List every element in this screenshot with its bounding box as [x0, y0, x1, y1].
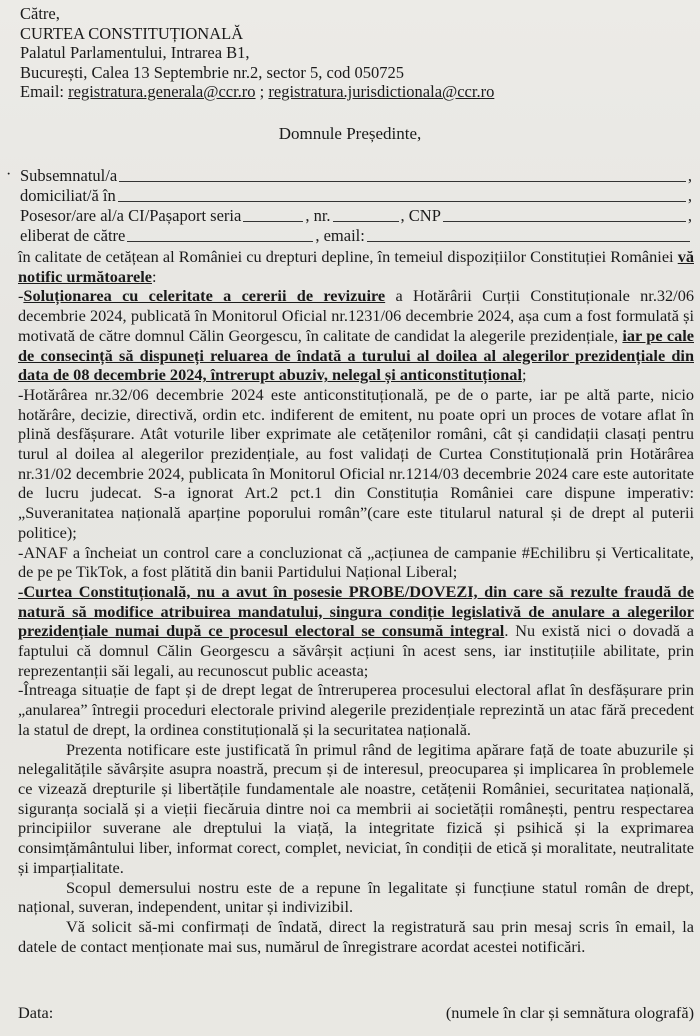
address-to: Către,: [20, 4, 60, 23]
row-domiciliat: [20, 186, 692, 206]
label-subsemnatul: Subsemnatul/a: [20, 166, 118, 185]
row-eliberat: [20, 226, 692, 246]
intro-paragraph: [18, 247, 694, 286]
comma: ,: [687, 206, 692, 225]
comma: ,: [687, 186, 692, 205]
paragraph-scop: Scopul demersului nostru este de a repune în legalitate și funcțiune statul român de drept, național, suveran, independent, unitar și indivizibil.: [18, 877, 694, 917]
paragraph-hotarare: -Hotărârea nr.32/06 decembrie 2024 este anticonstituțională, pe de o parte, iar pe altă parte, nicio hotărâre, decizie, directivă, ordin etc. indiferent de emitent, nu poate opri un proces de votare aflat în plină desfășurare. Atât voturile liber exprimate ale cetățenilor români, cât și candidații clasați pentru turul al doilea al alegerilor prezidențiale, au fost validați de Curtea Constituțională prin Hotărârea nr.31/02 decembrie 2024, publicata în Monitorul Oficial nr.1214/03 decembrie 2024 care este autoritate de lucru judecat. S-a ignorat Art.2 pct.1 din Constituția României care dispune imperativ: „Suveranitatea națională aparține poporului român”(care este titularul natural și de drept al puterii politice);: [18, 384, 694, 542]
personal-data-form: [20, 166, 692, 246]
paragraph-probe: [18, 582, 694, 681]
address-email-row: [20, 82, 494, 102]
margin-mark: ·: [6, 166, 12, 183]
comma: ,: [687, 166, 692, 185]
signature-footer: [18, 1003, 694, 1023]
label-posesor: Posesor/are al/a CI/Pașaport seria: [20, 206, 242, 225]
p1-bold-request: iar pe cale de consecință să dispuneți reluarea de îndată a turului al doilea al alegerilor prezidențiale din data de 08 decembrie 2024, întrerupt abuziv, nelegal și anticonstituțional: [18, 325, 694, 385]
signature-label: (numele în clar și semnătura olografă): [445, 1003, 694, 1022]
label-email: , email:: [315, 226, 365, 245]
address-line1: Palatul Parlamentului, Intrarea B1,: [20, 43, 250, 62]
dash: -: [18, 286, 24, 306]
p4-bold: -Curtea Constituțională, nu a avut în posesie PROBE/DOVEZI, din care să rezulte fraudă de natură să modifice atribuirea mandatului, singura condiție legislativă de anulare a alegerilor prezidențiale numai după ce procesul electoral se consumă integral: [18, 581, 694, 641]
label-eliberat: eliberat de către: [20, 226, 126, 245]
field-cnp[interactable]: [443, 220, 686, 222]
row-posesor: [20, 206, 692, 226]
email-link-generala[interactable]: registratura.generala@ccr.ro: [68, 82, 256, 101]
p1-end: ;: [521, 365, 527, 385]
p1-text: a Hotărârii Curții Constituționale nr.32/06 decembrie 2024, publicată în Monitorul Oficial nr.1231/06 decembrie 2024, așa cum a fost formulată și motivată de către domnul Călin Georgescu, în calitate de candidat la alegerile prezidențiale,: [18, 286, 694, 345]
recipient-address: [20, 4, 494, 102]
paragraph-anaf: -ANAF a încheiat un control care a concluzionat că „acțiunea de campanie #Echilibru și Verticalitate, de pe pe TikTok, a fost plătită din banii Partidului Național Liberal;: [18, 542, 694, 582]
address-line2: București, Calea 13 Septembrie nr.2, sector 5, cod 050725: [20, 62, 404, 82]
field-seria[interactable]: [243, 220, 303, 222]
paragraph-solicitare: Vă solicit să-mi confirmați de îndată, direct la registratură sau prin mesaj scris în email, la datele de contact menționate mai sus, numărul de înregistrare acordat acestei notificări.: [18, 916, 694, 956]
address-institution: CURTEA CONSTITUȚIONALĂ: [20, 23, 244, 43]
field-email[interactable]: [367, 240, 690, 242]
paragraph-revizuire: [18, 286, 694, 385]
email-separator: ;: [255, 82, 269, 101]
field-domiciliat[interactable]: [118, 200, 686, 202]
p1-bold-lead: Soluționarea cu celeritate a cererii de revizuire: [23, 286, 386, 306]
intro-bold: vă notific următoarele: [18, 247, 694, 286]
notification-body: [18, 247, 694, 956]
field-subsemnatul[interactable]: [119, 180, 686, 182]
email-link-jurisdictionala[interactable]: registratura.jurisdictionala@ccr.ro: [268, 82, 495, 101]
p4-text: . Nu există nici o dovadă a faptului că domnul Călin Georgescu a săvârșit acțiuni în acest sens, iar instituțiile abilitate, prin reprezentanții săi legali, au recunoscut public aceasta;: [18, 621, 694, 680]
email-label: Email:: [20, 82, 69, 101]
label-nr: , nr.: [305, 206, 331, 225]
label-cnp: , CNP: [400, 206, 441, 225]
row-subsemnatul: [20, 166, 692, 186]
paragraph-justificare: Prezenta notificare este justificată în primul rând de legitima apărare față de toate abuzurile și nelegalitățile săvârșite asupra noastră, precum și de interesul, preocuparea și implicarea în problemele ce vizează drepturile și libertățile fundamentale ale noastre, cetățenii României, securitatea națională, siguranța socială și a vieții fiecăruia dintre noi ca membrii ai societății românești, pentru respectarea principiilor suverane ale dreptului la viață, la integritate fizică și psihică și la exprimarea consimțământului liber, informat corect, complet, neviciat, în condiții de etică și moralitate, neutralitate și imparțialitate.: [18, 739, 694, 877]
field-eliberat[interactable]: [127, 240, 313, 242]
date-label: Data:: [18, 1003, 54, 1022]
intro-text: în calitate de cetățean al României cu drepturi depline, în temeiul dispozițiilor Constituției României: [18, 247, 678, 266]
salutation: Domnule Președinte,: [278, 124, 422, 143]
intro-end: :: [151, 266, 157, 286]
label-domiciliat: domiciliat/ă în: [20, 186, 116, 205]
field-nr[interactable]: [333, 220, 399, 222]
paragraph-situatie: -Întreaga situație de fapt și de drept legat de întreruperea procesului electoral aflat în desfășurare prin „anularea” întregii proceduri electorale privind alegerile prezidențiale reprezintă un atac fără precedent la statul de drept, la ordinea constituțională și la securitatea națională.: [18, 680, 694, 739]
